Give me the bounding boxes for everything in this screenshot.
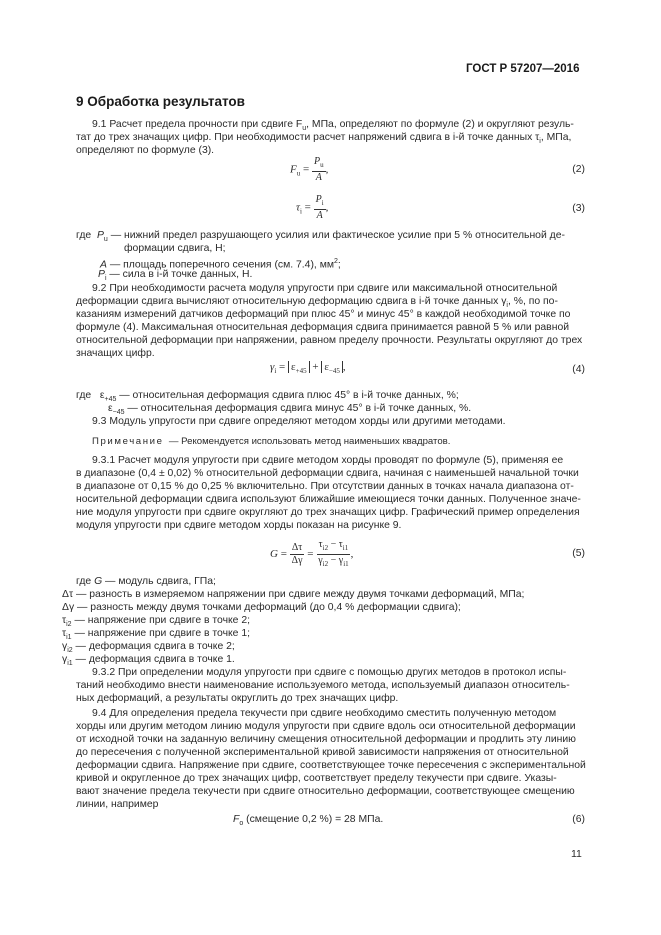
note: Примечание — Рекомендуется использовать метод наименьших квадратов. <box>92 436 451 447</box>
definition-delta-tau: Δτ — разность в измеряемом напряжении при сдвиге между двумя точками деформаций, МПа; <box>62 589 525 600</box>
paragraph-9-3-2-line-1: 9.3.2 При определении модуля упругости при сдвиге с помощью других методов в протокол испы- <box>92 667 567 678</box>
section-title: 9 Обработка результатов <box>76 94 245 109</box>
definition-delta-gamma: Δγ — разность между двумя точками деформаций (до 0,4 % деформации сдвига); <box>62 602 461 613</box>
equation-5-fraction-delta: $\frac{\Delta\tau}{\Delta\gamma}$ <box>291 542 303 566</box>
equation-4-number: (4) <box>572 364 585 375</box>
paragraph-9-4-line-6: кривой и округленное до трех значащих цифр, соответствует пределу текучести при сдвиге. Указы- <box>76 773 557 784</box>
definition-gamma-i1: $\gamma_{i1}$ — деформация сдвига в точке 1. <box>62 654 235 668</box>
paragraph-9-3-1-line-6: модуля упругости при сдвиге методом хорды показан на рисунке 9. <box>76 520 402 531</box>
definition-gamma-i2: $\gamma_{i2}$ — деформация сдвига в точке 2; <box>62 641 235 655</box>
paragraph-9-3-2-line-3: ных деформаций, а результаты округлить до трех значащих цифр. <box>76 693 399 704</box>
equation-3: $\tau_i$ = $\frac{P_i}{A}$ , <box>296 194 329 221</box>
paragraph-9-2-line-1: 9.2 При необходимости расчета модуля упругости при сдвиге или максимальной относительной <box>92 283 558 294</box>
equation-3-number: (3) <box>572 203 585 214</box>
paragraph-9-3-2-line-2: таний необходимо внести наименование используемого метода, используемый диапазон относитель- <box>76 680 570 691</box>
paragraph-9-4-line-4: до пересечения с полученной экспериментальной кривой зависимости напряжения от относительной <box>76 747 569 758</box>
page-number: 11 <box>571 848 582 860</box>
paragraph-9-3-1-line-2: в диапазоне (0,4 ± 0,02) % относительной деформации сдвига, начиная с наименьшей начальной точки <box>76 468 579 479</box>
paragraph-9-1-line-1: 9.1 Расчет предела прочности при сдвиге $F_u$, МПа, определяют по формуле (2) и округляют резуль- <box>92 119 574 133</box>
paragraph-9-1-line-2: тат до трех значащих цифр. При необходимости расчет напряжений сдвига в i-й точке данных $\tau_i$, МПа, <box>76 132 572 146</box>
paragraph-9-2-line-6: значащих цифр. <box>76 348 155 359</box>
paragraph-9-4-line-3: от исходной точки на заданную величину смещения относительной деформации и продлить эту линию <box>76 734 576 745</box>
equation-2-fraction: $\frac{P_u}{A}$ <box>313 156 324 183</box>
definition-pu: где $P_u$ — нижний предел разрушающего усилия или фактическое усилие при 5 % относительной де- <box>76 230 565 244</box>
paragraph-9-4-line-2: хорды или другим методом линию модуля упругости при сдвиге вдоль оси относительной деформации <box>76 721 576 732</box>
equation-5-fraction-points: $\frac{\tau_{i2} - \tau_{i1}}{\gamma_{i2} - \gamma_{i1}}$ <box>318 539 349 568</box>
definition-eps-minus45: $\varepsilon_{-45}$ — относительная деформация сдвига минус 45° в i-й точке данных, %. <box>108 403 472 417</box>
equation-2-number: (2) <box>572 164 585 175</box>
definition-eps-plus45: где $\varepsilon_{+45}$ — относительная деформация сдвига плюс 45° в i-й точке данных, %; <box>76 390 459 404</box>
paragraph-9-3-1-line-4: носительной деформации сдвига используют ближайшие имеющиеся точки данных. Полученное значе- <box>76 494 581 505</box>
paragraph-9-3-1-line-3: в диапазоне от 0,15 % до 0,25 % включительно. При отсутствии данных в точках начала диапазона от- <box>76 481 574 492</box>
paragraph-9-4-line-5: деформации сдвига. Напряжение при сдвиге, соответствующее точке пересечения с экспериментальной <box>76 760 586 771</box>
equation-3-fraction: $\frac{P_i}{A}$ <box>315 194 324 221</box>
paragraph-9-2-line-4: формуле (4). Максимальная относительная деформация сдвига принимается равной 5 % или равной <box>76 322 570 333</box>
definition-g: где G — модуль сдвига, ГПа; <box>76 576 216 587</box>
equation-2: $F_u$ = $\frac{P_u}{A}$ , <box>290 156 329 183</box>
equation-6-number: (6) <box>572 814 585 825</box>
paragraph-9-2-line-3: казаниям измерений датчиков деформаций при плюс 45° и минус 45° в каждой необходимой точке по <box>76 309 571 320</box>
definition-tau-i2: $\tau_{i2}$ — напряжение при сдвиге в точке 2; <box>62 615 251 629</box>
equation-5-number: (5) <box>572 548 585 559</box>
paragraph-9-2-line-5: относительной деформации при напряжении, равном пределу прочности. Результаты округляют до трех <box>76 335 583 346</box>
paragraph-9-4-line-7: вают значение предела текучести при сдвиге относительно деформации, соответствующее смещению <box>76 786 575 797</box>
paragraph-9-1-line-3: определяют по формуле (3). <box>76 145 215 156</box>
paragraph-9-3-1-line-1: 9.3.1 Расчет модуля упругости при сдвиге методом хорды проводят по формуле (5), применяя ее <box>92 455 564 466</box>
definition-pu-cont: формации сдвига, Н; <box>124 243 226 254</box>
equation-5: G = $\frac{\Delta\tau}{\Delta\gamma}$ = $\frac{\tau_{i2} - \tau_{i1}}{\gamma_{i2} - \gamma_{i1}}$ , <box>270 539 354 568</box>
definition-pi: $P_i$ — сила в i-й точке данных, Н. <box>98 269 253 283</box>
paragraph-9-4-line-1: 9.4 Для определения предела текучести при сдвиге необходимо сместить полученную методом <box>92 708 557 719</box>
paragraph-9-4-line-8: линии, например <box>76 799 159 810</box>
definition-a: A — площадь поперечного сечения (см. 7.4), $мм^2$; <box>100 258 341 271</box>
definition-tau-i1: $\tau_{i1}$ — напряжение при сдвиге в точке 1; <box>62 628 251 642</box>
paragraph-9-3: 9.3 Модуль упругости при сдвиге определяют методом хорды или другими методами. <box>92 416 506 427</box>
equation-4: $\gamma_i = \varepsilon_{+45} + \varepsilon_{-45}$ , <box>270 361 346 376</box>
equation-6: $F_o$ (смещение 0,2 %) = 28 МПа. <box>233 814 384 828</box>
document-standard-number: ГОСТ Р 57207—2016 <box>466 63 580 75</box>
paragraph-9-3-1-line-5: ние модуля упругости при сдвиге округляют до трех значащих цифр. Графический пример определения <box>76 507 580 518</box>
paragraph-9-2-line-2: деформации сдвига вычисляют относительную деформацию сдвига в i-й точке данных $\gamma_i$, %, по по- <box>76 296 558 310</box>
